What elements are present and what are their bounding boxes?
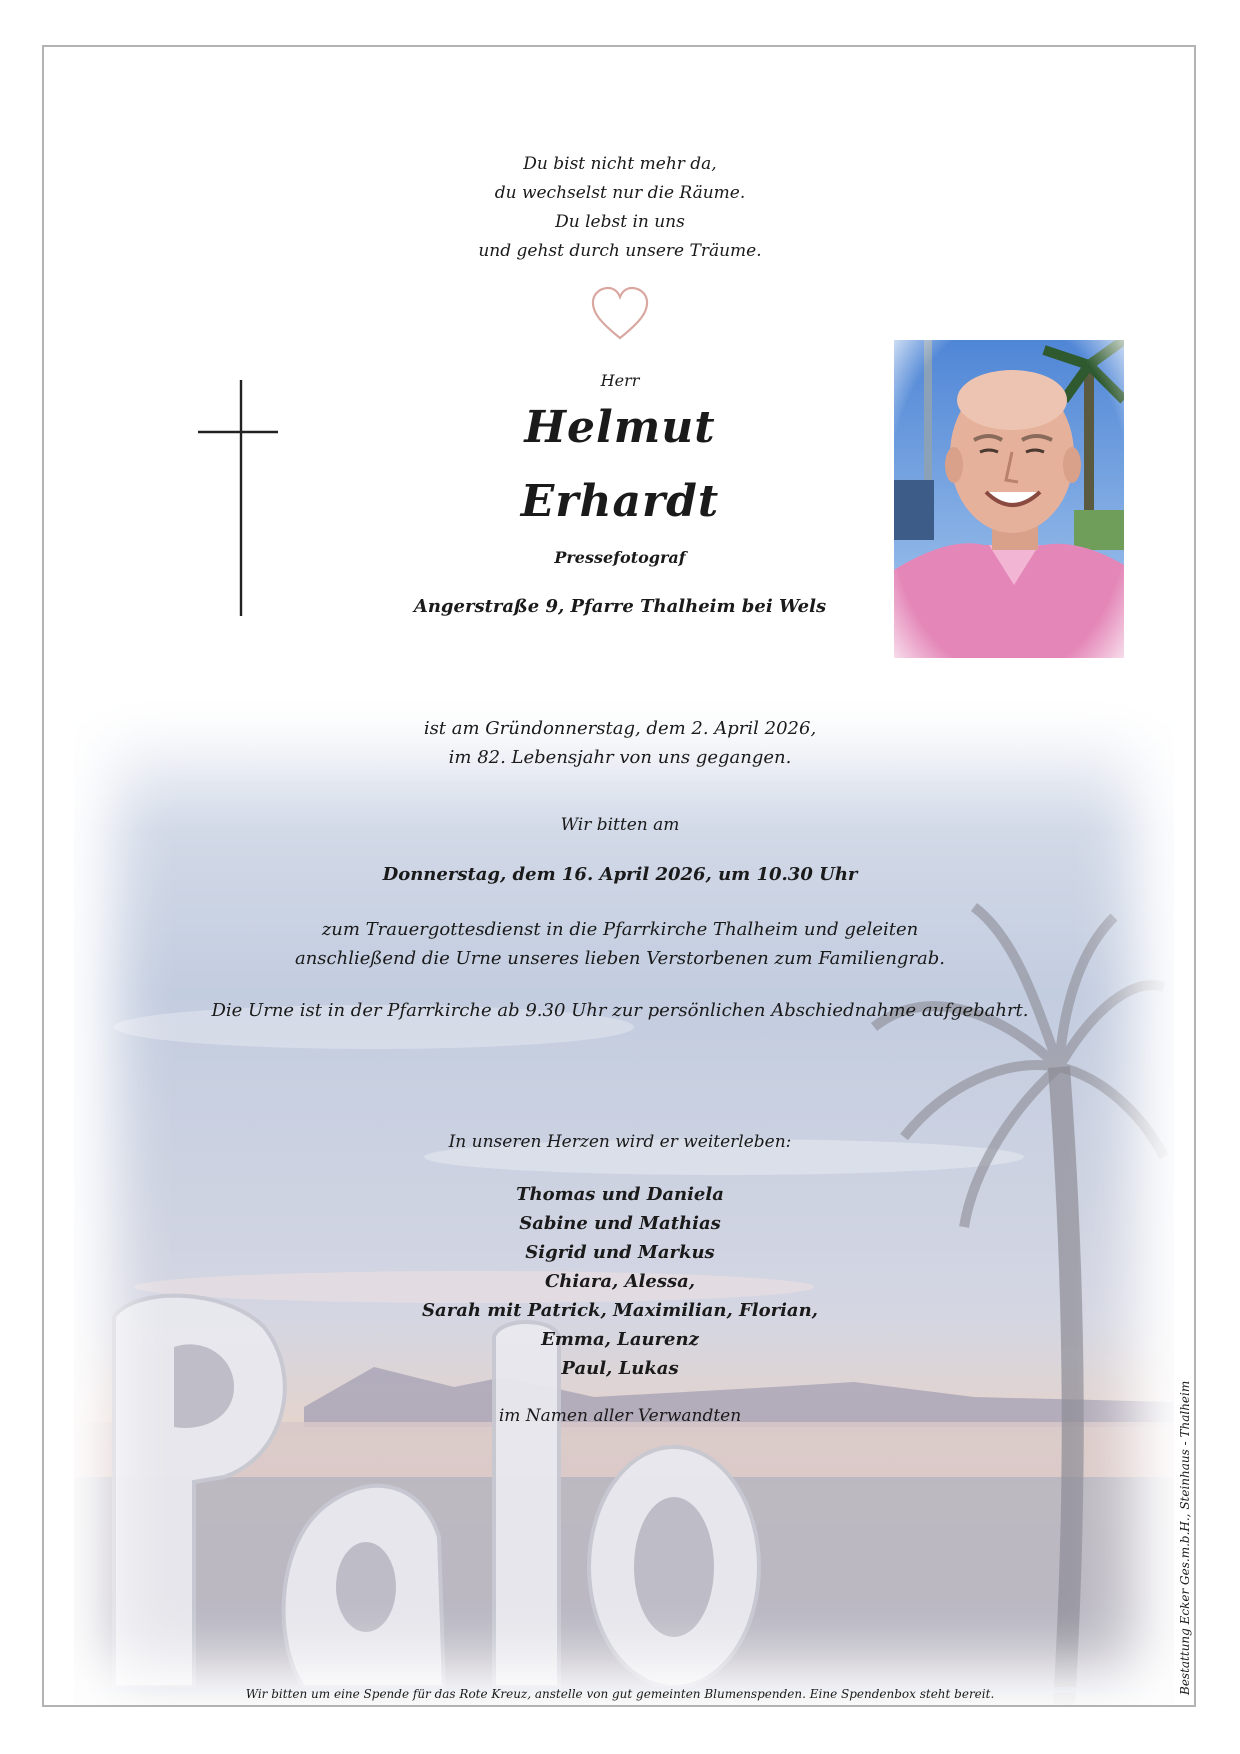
portrait-image	[894, 340, 1124, 658]
death-notice-line: im 82. Lebensjahr von uns gegangen.	[448, 747, 792, 768]
profession: Pressefotograf	[554, 548, 686, 567]
heart-icon	[590, 286, 650, 342]
service-details-line: anschließend die Urne unseres lieben Verstorbenen zum Familiengrab.	[294, 948, 946, 969]
mourner-line: Chiara, Alessa,	[544, 1271, 696, 1292]
last-name: Erhardt	[520, 476, 720, 527]
poem-line: Du lebst in uns	[555, 212, 685, 232]
donation-note: Wir bitten um eine Spende für das Rote Kreuz, anstelle von gut gemeinten Blumenspenden. Eine Spendenbox steht bereit.	[245, 1687, 995, 1701]
poem-line: und gehst durch unsere Träume.	[478, 241, 762, 261]
salutation: Herr	[600, 371, 640, 390]
poem-line: Du bist nicht mehr da,	[523, 154, 717, 174]
death-notice	[0, 714, 1240, 772]
mourner-line: Sabine und Mathias	[519, 1213, 721, 1234]
mourners-list	[0, 1180, 1240, 1383]
service-details	[0, 915, 1240, 973]
mourner-line: Thomas und Daniela	[516, 1184, 724, 1205]
poem	[0, 150, 1240, 266]
death-notice-line: ist am Gründonnerstag, dem 2. April 2026,	[423, 718, 817, 739]
poem-line: du wechselst nur die Räume.	[494, 183, 746, 203]
service-date: Donnerstag, dem 16. April 2026, um 10.30 Uhr	[382, 864, 858, 885]
relatives-line: im Namen aller Verwandten	[498, 1406, 742, 1426]
mourner-line: Emma, Laurenz	[541, 1329, 699, 1350]
service-details-line: zum Trauergottesdienst in die Pfarrkirche Thalheim und geleiten	[321, 919, 919, 940]
undertaker-credit: Bestattung Ecker Ges.m.b.H., Steinhaus - Thalheim	[1178, 1380, 1192, 1695]
first-name: Helmut	[524, 402, 716, 453]
request-line: Wir bitten am	[560, 815, 680, 835]
address: Angerstraße 9, Pfarre Thalheim bei Wels	[413, 596, 827, 617]
portrait-photo	[894, 340, 1124, 658]
mourners-intro: In unseren Herzen wird er weiterleben:	[448, 1132, 792, 1152]
mourner-line: Sarah mit Patrick, Maximilian, Florian,	[422, 1300, 818, 1321]
mourner-line: Sigrid und Markus	[525, 1242, 715, 1263]
urn-notice: Die Urne ist in der Pfarrkirche ab 9.30 Uhr zur persönlichen Abschiednahme aufgebahrt.	[211, 1000, 1029, 1021]
mourner-line: Paul, Lukas	[561, 1358, 679, 1379]
